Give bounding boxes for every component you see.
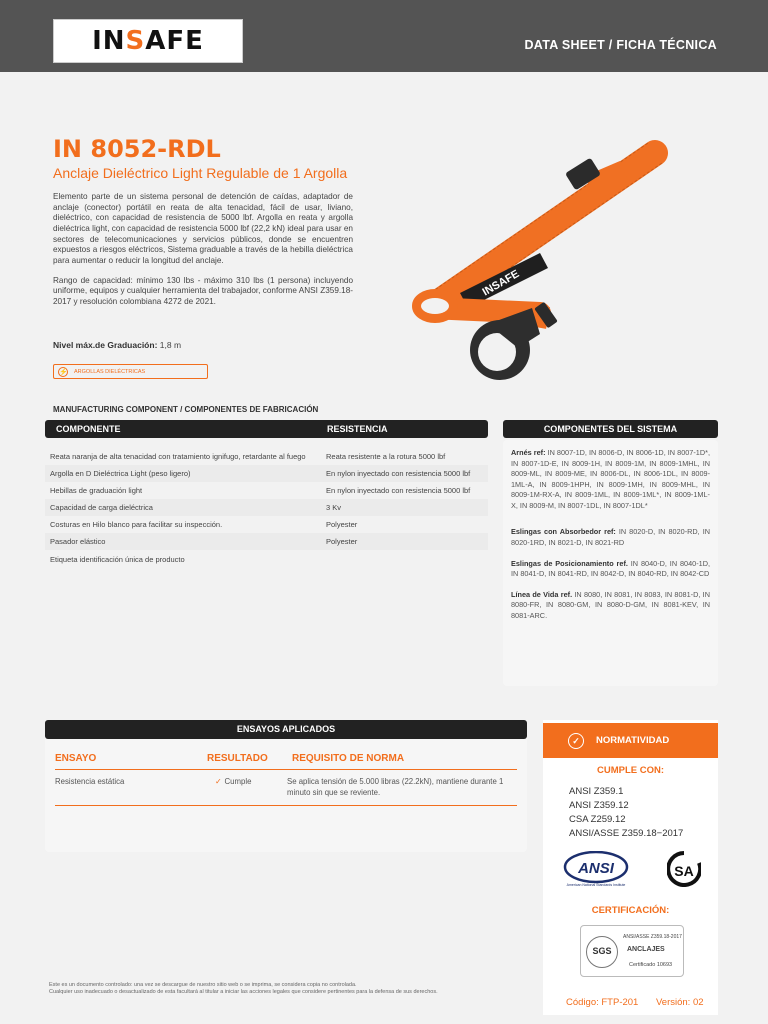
description-paragraph-1: Elemento parte de un sistema personal de detención de caídas, adaptador de anclaje (conector) portátil en reata de alta tenacidad, fácil de usar, liviano, dieléctrico, con capacidad de resistencia de 5000 lbf. Argolla en reata y argolla dieléctrica light, con capacidad de resistencia 5000 lbf (22,2 kN) ideal para usar en sectores de telecomunicaciones y servicios públicos, donde se encuentren expuestos a riesgos eléctricos, Sistema graduable a través de la hebilla dieléctrica para aumentar o reducir la longitud del anclaje. (53, 192, 353, 265)
divider (55, 805, 517, 806)
divider (55, 769, 517, 770)
resistance-cell: En nylon inyectado con resistencia 5000 lbf (326, 486, 471, 495)
standard-item: ANSI Z359.1 (569, 786, 624, 797)
resultado-text: Cumple (224, 777, 252, 786)
arnes-text: IN 8007-1D, IN 8006-D, IN 8006-1D, IN 8007-1D*, IN 8007-1D-E, IN 8009-1H, IN 8009-1M, IN 8009-1MHL, IN 8009-ML, IN 8009-ME, IN 8006-DL, IN 8006-1DL, IN 8009-1ML-A, IN 8009-1HPH, IN 8009-1MH, IN 8009-MHL, IN 8009-1M-RX-A, IN 8009-1ML, IN 8009-1ML*, IN 8009-1ML-X, IN 8009-M, IN 8007-1DL, IN 8007-1DL* (511, 448, 710, 510)
tag-label: ARGOLLAS DIELÉCTRICAS (74, 368, 146, 375)
linea-vida-text: IN 8080, IN 8081, IN 8083, IN 8081-D, IN 8080-FR, IN 8080-GM, IN 8080-D-GM, IN 8081-KEV, IN 8081-ARC. (511, 589, 710, 620)
footer-note-line-2: Cualquier uso inadecuado o desactualizado de esta facultará al titular a iniciar las acciones legales que considere pertinentes para la defensa de sus derechos. (49, 989, 438, 996)
sgs-standard: ANSI/ASSE Z359.18-2017 (623, 934, 682, 940)
sgs-cert-number: Certificado 10693 (629, 962, 673, 968)
csa-logo-text: SA (674, 863, 694, 879)
requisito-cell: Se aplica tensión de 5.000 libras (22.2kN), mantiene durante 1 minuto sin que se reviente. (287, 777, 504, 798)
linea-vida-label: Línea de Vida ref. (511, 589, 573, 599)
arnes-label: Arnés ref: (511, 448, 546, 457)
sgs-anclajes: ANCLAJES (627, 946, 665, 953)
ensayos-box (45, 720, 527, 852)
table-row (45, 551, 488, 568)
system-components-header: COMPONENTES DEL SISTEMA (503, 420, 718, 438)
linea-vida-paragraph (511, 590, 710, 622)
component-cell: Hebillas de graduación light (50, 486, 143, 495)
table-row (45, 482, 488, 499)
logo-text-post: AFE (145, 26, 204, 56)
standard-item: ANSI Z359.12 (569, 800, 629, 811)
component-cell: Argolla en D Dieléctrica Light (peso ligero) (50, 469, 191, 478)
header-resistencia: RESISTENCIA (327, 424, 388, 434)
header-componente: COMPONENTE (56, 424, 121, 434)
sgs-logo: SGS (586, 936, 618, 968)
document-version: Versión: 02 (656, 997, 704, 1008)
resultado-cell (215, 776, 251, 787)
header (0, 0, 768, 72)
table-row (45, 499, 488, 516)
manufacturing-table-header (45, 420, 488, 438)
footer-note (49, 982, 438, 997)
component-cell: Etiqueta identificación única de producto (50, 555, 185, 564)
arnes-paragraph (511, 448, 710, 511)
cumple-title: CUMPLE CON: (596, 765, 665, 776)
posicionamiento-paragraph (511, 559, 710, 580)
check-circle-icon: ✓ (568, 733, 584, 749)
logo-text-accent: S (125, 26, 146, 56)
product-subtitle: Anclaje Dieléctrico Light Regulable de 1 Argolla (53, 165, 348, 181)
logo-text-pre: IN (92, 26, 126, 56)
component-cell: Costuras en Hilo blanco para facilitar su inspección. (50, 520, 223, 529)
insafe-logo (53, 19, 243, 63)
footer-note-line-1: Este es un documento controlado: una vez se descargue de nuestro sitio web o se imprima, se considera copia no controlada. (49, 982, 357, 988)
col-resultado: RESULTADO (207, 753, 268, 764)
eslingas-text: IN 8020-D, IN 8020-RD, IN 8020-1RD, IN 8021-D, IN 8021-RD (511, 527, 710, 548)
table-row (45, 448, 488, 465)
component-cell: Pasador elástico (50, 537, 106, 546)
ansi-logo (563, 851, 629, 887)
resistance-cell: Polyester (326, 520, 358, 529)
ansi-logo-subtext: American National Standards Institute (566, 883, 626, 887)
certificacion-title: CERTIFICACIÓN: (591, 905, 670, 916)
component-cell: Capacidad de carga dieléctrica (50, 503, 153, 512)
csa-logo (667, 851, 701, 887)
product-strap-image (400, 128, 690, 388)
component-cell: Reata naranja de alta tenacidad con tratamiento ignifugo, retardante al fuego (50, 452, 306, 461)
normatividad-title: NORMATIVIDAD (596, 735, 670, 746)
table-row (45, 465, 488, 482)
nivel-graduacion (53, 340, 181, 350)
normatividad-header (543, 723, 718, 758)
ansi-logo-text: ANSI (578, 860, 614, 877)
standard-item: ANSI/ASSE Z359.18−2017 (569, 828, 684, 839)
nivel-label: Nivel máx.de Graduación: (53, 340, 158, 350)
resistance-cell: 3 Kv (326, 503, 342, 512)
col-requisito: REQUISITO DE NORMA (292, 753, 405, 764)
manufacturing-title: MANUFACTURING COMPONENT / COMPONENTES DE FABRICACIÓN (53, 405, 319, 414)
col-ensayo: ENSAYO (55, 753, 97, 764)
nivel-value: 1,8 m (159, 340, 182, 350)
argollas-tag (53, 364, 208, 379)
header-title: DATA SHEET / FICHA TÉCNICA (524, 38, 717, 52)
normatividad-box (543, 720, 718, 1015)
description-paragraph-2: Rango de capacidad: mínimo 130 lbs - máximo 310 lbs (1 persona) incluyendo uniforme, equipos y cualquier herramienta del trabajador, conforme ANSI Z359.18-2017 y resolución colombiana 4272 de 2021. (53, 275, 353, 306)
product-description (53, 192, 353, 317)
eslingas-label: Eslingas con Absorbedor ref: (511, 527, 616, 537)
check-icon: ✓ (215, 777, 222, 786)
resistance-cell: Reata resistente a la rotura 5000 lbf (326, 452, 446, 461)
lightning-bolt-icon: ⚡ (59, 369, 68, 376)
system-components-box (503, 440, 718, 686)
eslingas-paragraph (511, 527, 710, 548)
posicionamiento-label: Eslingas de Posicionamiento ref. (511, 558, 628, 568)
table-row (45, 533, 488, 550)
table-row (45, 516, 488, 533)
ensayo-cell: Resistencia estática (55, 777, 125, 786)
resistance-cell: En nylon inyectado con resistencia 5000 lbf (326, 469, 471, 478)
standard-item: CSA Z259.12 (569, 814, 626, 825)
document-code: Código: FTP-201 (566, 997, 639, 1008)
posicionamiento-text: IN 8040-D, IN 8040-1D, IN 8041-D, IN 8041-RD, IN 8042-D, IN 8040-RD, IN 8042-CD (511, 558, 710, 579)
strap-label-text: INSAFE (480, 267, 522, 299)
sgs-certificate (580, 925, 684, 977)
ensayos-header: ENSAYOS APLICADOS (45, 720, 527, 739)
resistance-cell: Polyester (326, 537, 358, 546)
product-code: IN 8052-RDL (53, 135, 221, 163)
